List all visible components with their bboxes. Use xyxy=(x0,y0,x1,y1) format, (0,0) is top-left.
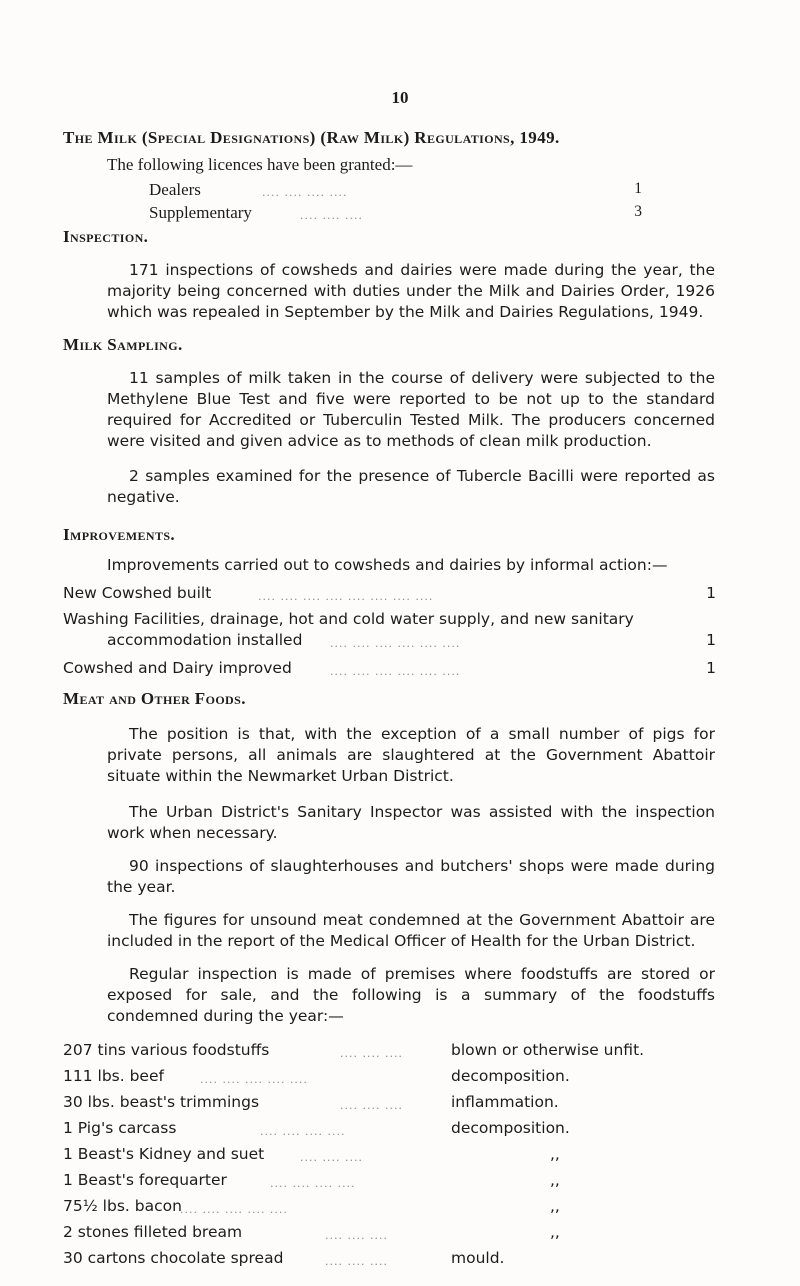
improvement-cowshed-dairy-dots: .... .... .... .... .... .... xyxy=(330,665,461,678)
condemned-reason: decomposition. xyxy=(451,1119,570,1137)
condemned-reason: ,, xyxy=(550,1197,560,1215)
condemned-reason: blown or otherwise unfit. xyxy=(451,1041,645,1059)
milk-sampling-text-1: 11 samples of milk taken in the course of delivery were subjected to the Methylene Blue Test and five were reported to be not up to the standard required for Accredited or Tuberculin Tested Milk. The producers concerned were visited and given advice as to methods of clean milk production. xyxy=(107,369,715,450)
milk-sampling-heading: Milk Sampling. xyxy=(63,335,183,354)
licence-dealers-dots: .... .... .... .... xyxy=(262,186,348,199)
condemned-dots: .... .... .... xyxy=(325,1255,388,1268)
condemned-item: 1 Beast's forequarter xyxy=(63,1171,227,1189)
condemned-dots: .... .... .... .... xyxy=(260,1125,346,1138)
condemned-reason: mould. xyxy=(451,1249,505,1267)
milk-sampling-paragraph-2 xyxy=(107,466,715,508)
condemned-item: 75½ lbs. bacon xyxy=(63,1197,182,1215)
improvement-washing-facilities-dots: .... .... .... .... .... .... xyxy=(330,637,461,650)
milk-sampling-text-2: 2 samples examined for the presence of Tubercle Bacilli were reported as negative. xyxy=(107,467,715,506)
meat-text-4: The figures for unsound meat condemned at the Government Abattoir are included in the report of the Medical Officer of Health for the Urban District. xyxy=(107,911,715,950)
condemned-dots: .... .... .... xyxy=(340,1047,403,1060)
condemned-dots: .... .... .... xyxy=(300,1151,363,1164)
improvement-cowshed-dairy-value: 1 xyxy=(706,659,716,677)
meat-heading: Meat and Other Foods. xyxy=(63,689,246,708)
condemned-reason: decomposition. xyxy=(451,1067,570,1085)
condemned-dots: .... .... .... xyxy=(325,1229,388,1242)
improvements-intro: Improvements carried out to cowsheds and dairies by informal action:— xyxy=(107,556,668,574)
condemned-item: 30 lbs. beast's trimmings xyxy=(63,1093,260,1111)
condemned-item: 30 cartons chocolate spread xyxy=(63,1249,284,1267)
meat-paragraph-2 xyxy=(107,802,715,844)
licence-supplementary-dots: .... .... .... xyxy=(300,209,363,222)
condemned-reason: ,, xyxy=(550,1171,560,1189)
inspection-text: 171 inspections of cowsheds and dairies were made during the year, the majority being concerned with duties under the Milk and Dairies Order, 1926 which was repealed in September by the Milk and Dairies Regulations, 1949. xyxy=(107,261,715,321)
milk-sampling-paragraph-1 xyxy=(107,368,715,452)
condemned-dots: .... .... .... xyxy=(340,1099,403,1112)
meat-text-1: The position is that, with the exception of a small number of pigs for private persons, all animals are slaughtered at the Government Abattoir situate within the Newmarket Urban District. xyxy=(107,725,715,785)
improvement-new-cowshed-dots: .... .... .... .... .... .... .... .... xyxy=(258,590,434,603)
condemned-item: 2 stones filleted bream xyxy=(63,1223,243,1241)
meat-text-3: 90 inspections of slaughterhouses and butchers' shops were made during the year. xyxy=(107,857,715,896)
inspection-paragraph xyxy=(107,260,715,323)
improvement-washing-facilities: Washing Facilities, drainage, hot and cold water supply, and new sanitary xyxy=(63,610,634,628)
licence-dealers-value: 1 xyxy=(634,180,642,197)
licences-intro: The following licences have been granted:— xyxy=(107,155,413,174)
improvement-cowshed-dairy: Cowshed and Dairy improved xyxy=(63,659,292,677)
meat-text-5: Regular inspection is made of premises where foodstuffs are stored or exposed for sale, and the following is a summary of the foodstuffs condemned during the year:— xyxy=(107,965,715,1025)
condemned-dots: .... .... .... .... .... xyxy=(180,1203,288,1216)
condemned-item: 1 Pig's carcass xyxy=(63,1119,177,1137)
licence-dealers-label: Dealers xyxy=(149,180,201,199)
condemned-reason: ,, xyxy=(550,1223,560,1241)
page-number: 10 xyxy=(391,88,409,107)
meat-paragraph-4 xyxy=(107,910,715,952)
improvements-heading: Improvements. xyxy=(63,525,176,544)
meat-paragraph-5 xyxy=(107,964,715,1027)
improvement-new-cowshed: New Cowshed built xyxy=(63,584,212,602)
meat-text-2: The Urban District's Sanitary Inspector was assisted with the inspection work when necessary. xyxy=(107,803,715,842)
condemned-dots: .... .... .... .... .... xyxy=(200,1073,308,1086)
milk-regulations-heading: The Milk (Special Designations) (Raw Milk) Regulations, 1949. xyxy=(63,128,560,147)
licence-supplementary-label: Supplementary xyxy=(149,203,252,222)
inspection-heading: Inspection. xyxy=(63,227,149,246)
condemned-reason: inflammation. xyxy=(451,1093,559,1111)
improvement-new-cowshed-value: 1 xyxy=(706,584,716,602)
meat-paragraph-3 xyxy=(107,856,715,898)
improvement-washing-facilities-cont: accommodation installed xyxy=(107,631,303,649)
condemned-item: 111 lbs. beef xyxy=(63,1067,164,1085)
improvement-washing-facilities-value: 1 xyxy=(706,631,716,649)
condemned-dots: .... .... .... .... xyxy=(270,1177,356,1190)
licence-supplementary-value: 3 xyxy=(634,203,642,220)
condemned-item: 1 Beast's Kidney and suet xyxy=(63,1145,265,1163)
condemned-reason: ,, xyxy=(550,1145,560,1163)
meat-paragraph-1 xyxy=(107,724,715,787)
condemned-item: 207 tins various foodstuffs xyxy=(63,1041,270,1059)
